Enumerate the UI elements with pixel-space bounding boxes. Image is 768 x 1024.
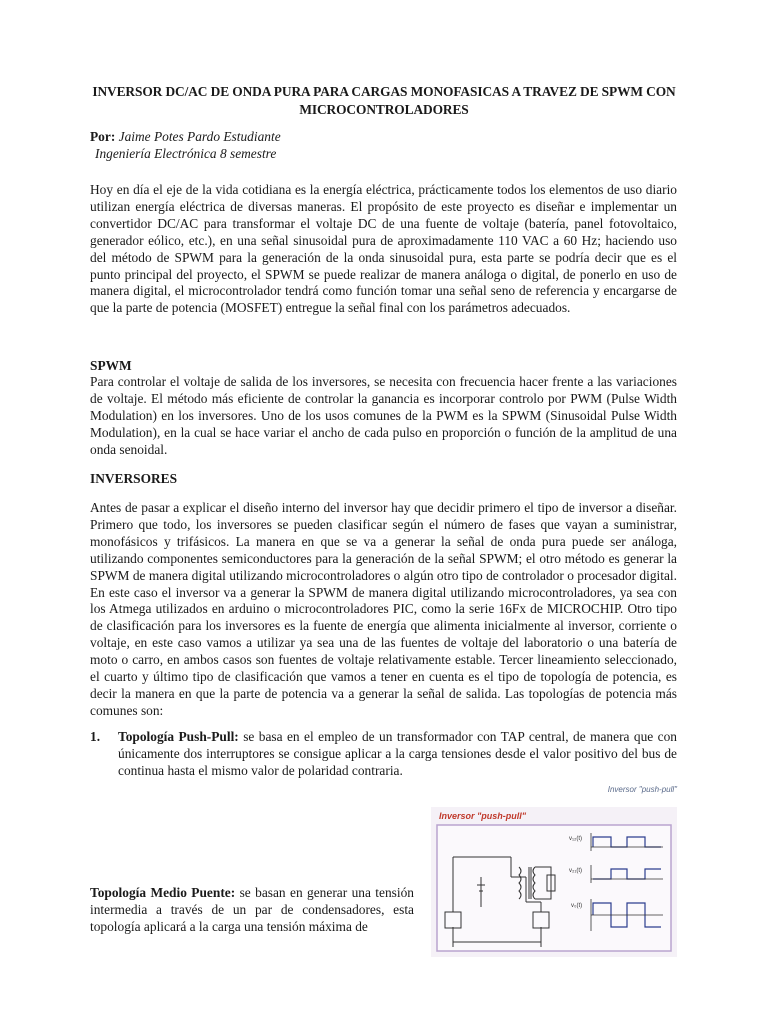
figure-inner-title: Inversor "push-pull" <box>439 811 527 821</box>
figure-panel <box>431 807 677 957</box>
medio-text: se basan en generar una tensión intermedia a través de un par de condensadores, esta topología aplicará a la carga una tensión máxima de <box>90 885 414 934</box>
list-text: se basa en el empleo de un transformador con TAP central, de manera que con únicamente dos interruptores se consigue aplicar a la carga tensiones desde el valor positivo del bus de continua hasta el mismo valor de polaridad contraria. <box>118 729 677 778</box>
medio-term: Topología Medio Puente: <box>90 885 236 900</box>
label-v12: v₁₂(t) <box>569 836 583 842</box>
list-term: Topología Push-Pull: <box>118 729 239 744</box>
figure-caption: Inversor "push-pull" <box>607 785 677 794</box>
medio-puente-paragraph <box>90 884 414 935</box>
inversores-paragraph: Antes de pasar a explicar el diseño interno del inversor hay que decidir primero el tipo de inversor a diseñar. Primero que todo, los inversores se pueden clasificar según el número de fases que vayan a suministrar, monofásicos y trifásicos. La manera en que se va a generar la señal de onda pura puede ser análoga, utilizando componentes semiconductores para la generación de la señal SPWM; el otro método es generar la SPWM de manera digital utilizando microcontroladores o algún otro tipo de controlador o procesador digital. En este caso el inversor va a generar la SPWM de manera digital utilizando microcontroladores, ya sea con los Atmega utilizados en arduino o microcontroladores PIC, como la serie 16Fx de MICROCHIP. Otro tipo de clasificación para los inversores es la fuente de energía que alimenta inicialmente al inversor, corriente o voltaje, en este caso vamos a utilizar ya sea una de las fuentes de voltaje del laboratorio o una batería de moto o carro, en ambos casos son fuentes de voltaje relativamente estable. Tercer lineamiento seleccionado, el cuarto y último tipo de clasificación que vamos a tener en cuenta es el tipo de topología de potencia, es decir la manera en que la parte de potencia va a generar la señal de salida. Las topologías de potencia más comunes son: <box>90 500 677 718</box>
author-block <box>90 128 281 162</box>
list-number: 1. <box>90 729 101 744</box>
figure-frame <box>437 825 671 951</box>
author-program: Ingeniería Electrónica 8 semestre <box>95 146 277 161</box>
inversores-heading: INVERSORES <box>90 471 178 486</box>
push-pull-figure <box>423 785 677 957</box>
label-v21: v₂₁(t) <box>569 868 583 874</box>
document-title: INVERSOR DC/AC DE ONDA PURA PARA CARGAS MONOFASICAS A TRAVEZ DE SPWM CON MICROCONTROLADORES <box>92 84 676 117</box>
spwm-paragraph: Para controlar el voltaje de salida de los inversores, se necesita con frecuencia hacer frente a las variaciones de voltaje. El método más eficiente de controlar la ganancia es incorporar controlo por PWM (Pulse Width Modulation) en los inversores. Uno de los usos comunes de la PWM es la SPWM (Sinusoidal Pulse Width Modulation), en la cual se hace variar el ancho de cada pulso en proporción o función de la amplitud de una onda senoidal. <box>90 374 677 457</box>
push-pull-diagram <box>431 807 677 957</box>
label-vo: v₀(t) <box>571 903 583 909</box>
author-label: Por: <box>90 129 116 144</box>
intro-paragraph: Hoy en día el eje de la vida cotidiana es la energía eléctrica, prácticamente todos los elementos de uso diario utilizan energía eléctrica de diversas maneras. El propósito de este proyecto es diseñar e implementar un convertidor DC/AC para transformar el voltaje DC de una fuente de voltaje (batería, panel fotovoltaico, generador eólico, etc.), en una señal sinusoidal pura de aproximadamente 110 VAC a 60 Hz; haciendo uso del método de SPWM para la generación de la onda sinusoidal pura, esta parte se podría decir que es el punto principal del proyecto, el SPWM se puede realizar de manera análoga o digital, de ponerlo en uso de manera digital, el microcontrolador tendrá como función tomar una señal seno de referencia y encargarse de que la parte de potencia (MOSFET) entregue la señal final con los parámetros adecuados. <box>90 182 677 316</box>
author-name: Jaime Potes Pardo Estudiante <box>115 129 281 144</box>
spwm-heading: SPWM <box>90 358 132 373</box>
